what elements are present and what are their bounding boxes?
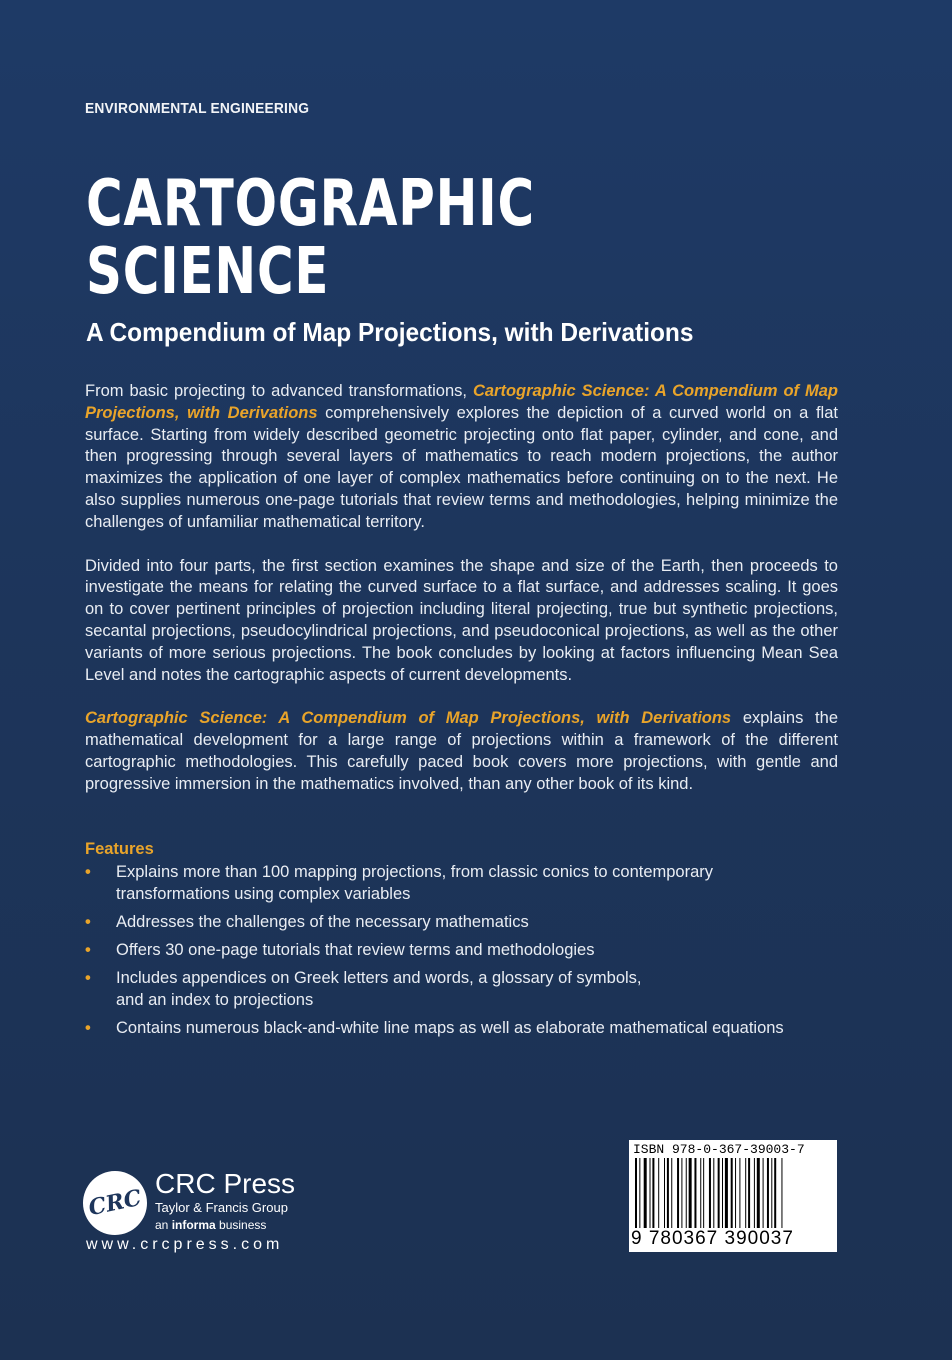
isbn-label: ISBN 978-0-367-39003-7: [633, 1142, 805, 1157]
title-highlight: Cartographic Science: A Compendium of Map Projections, with Derivations: [85, 709, 732, 728]
book-subtitle: A Compendium of Map Projections, with Derivations: [86, 317, 694, 347]
barcode-bars-icon: [635, 1158, 831, 1228]
series-label: ENVIRONMENTAL ENGINEERING: [85, 100, 310, 117]
description-paragraph-1: From basic projecting to advanced transformations, Cartographic Science: A Compendium of Map Projections, with Derivations comprehensively explores the depiction of a curved world on a flat surface. Starting from widely described geometric projecting onto flat paper, cylinder, and cone, and then progressing through several layers of mathematics to reach modern projections, the author maximizes the application of one layer of complex mathematics before continuing on to the next. He also supplies numerous one-page tutorials that review terms and methodologies, helping minimize the challenges of unfamiliar mathematical territory.: [85, 382, 838, 531]
bullet-icon: •: [85, 913, 91, 931]
publisher-name: CRC Press: [155, 1168, 296, 1199]
bullet-icon: •: [85, 863, 91, 881]
publisher-informa: an informa business: [155, 1218, 267, 1232]
publisher-group: Taylor & Francis Group: [155, 1200, 288, 1215]
title-line-1: CARTOGRAPHIC: [86, 167, 535, 241]
title-highlight: Cartographic Science: A Compendium of Map Projections, with Derivations: [85, 382, 838, 422]
description: [85, 381, 838, 818]
publisher-block: [80, 1168, 320, 1258]
publisher-website: www.crcpress.com: [86, 1236, 284, 1253]
description-paragraph-2: Divided into four parts, the first section examines the shape and size of the Earth, then proceeds to investigate the means for relating the curved surface to a flat surface, and addresses scaling. It goes on to cover pertinent principles of projection including literal projecting, true but synthetic projections, secantal projections, pseudocylindrical projections, and pseudoconical projections, as well as the other variants of more serious projections. The book concludes by looking at factors influencing Mean Sea Level and notes the cartographic aspects of current developments.: [85, 556, 838, 684]
book-title: [86, 167, 535, 309]
features-list: [85, 861, 845, 1045]
feature-item: • Contains numerous black-and-white line maps as well as elaborate mathematical equations: [85, 1019, 784, 1037]
bullet-icon: •: [85, 969, 91, 987]
isbn-digits: 9 780367 390037: [631, 1228, 794, 1249]
description-paragraph-3: Cartographic Science: A Compendium of Map Projections, with Derivations explains the mathematical development for a large range of projections within a framework of the different cartographic methodologies. This carefully paced book covers more projections, with gentle and progressive immersion in the mathematics involved, than any other book of its kind.: [85, 709, 838, 793]
feature-item: • Explains more than 100 mapping projections, from classic conics to contemporary transformations using complex variables: [85, 863, 714, 903]
title-line-2: SCIENCE: [86, 235, 330, 309]
bullet-icon: •: [85, 1019, 91, 1037]
feature-item: • Addresses the challenges of the necessary mathematics: [85, 913, 529, 931]
bullet-icon: •: [85, 941, 91, 959]
crc-logo-icon: CRC: [77, 1165, 153, 1241]
features-heading: Features: [85, 840, 154, 858]
feature-item: • Offers 30 one-page tutorials that review terms and methodologies: [85, 941, 595, 959]
isbn-barcode: [629, 1140, 837, 1252]
feature-item: • Includes appendices on Greek letters and words, a glossary of symbols, and an index to projections: [85, 969, 642, 1009]
